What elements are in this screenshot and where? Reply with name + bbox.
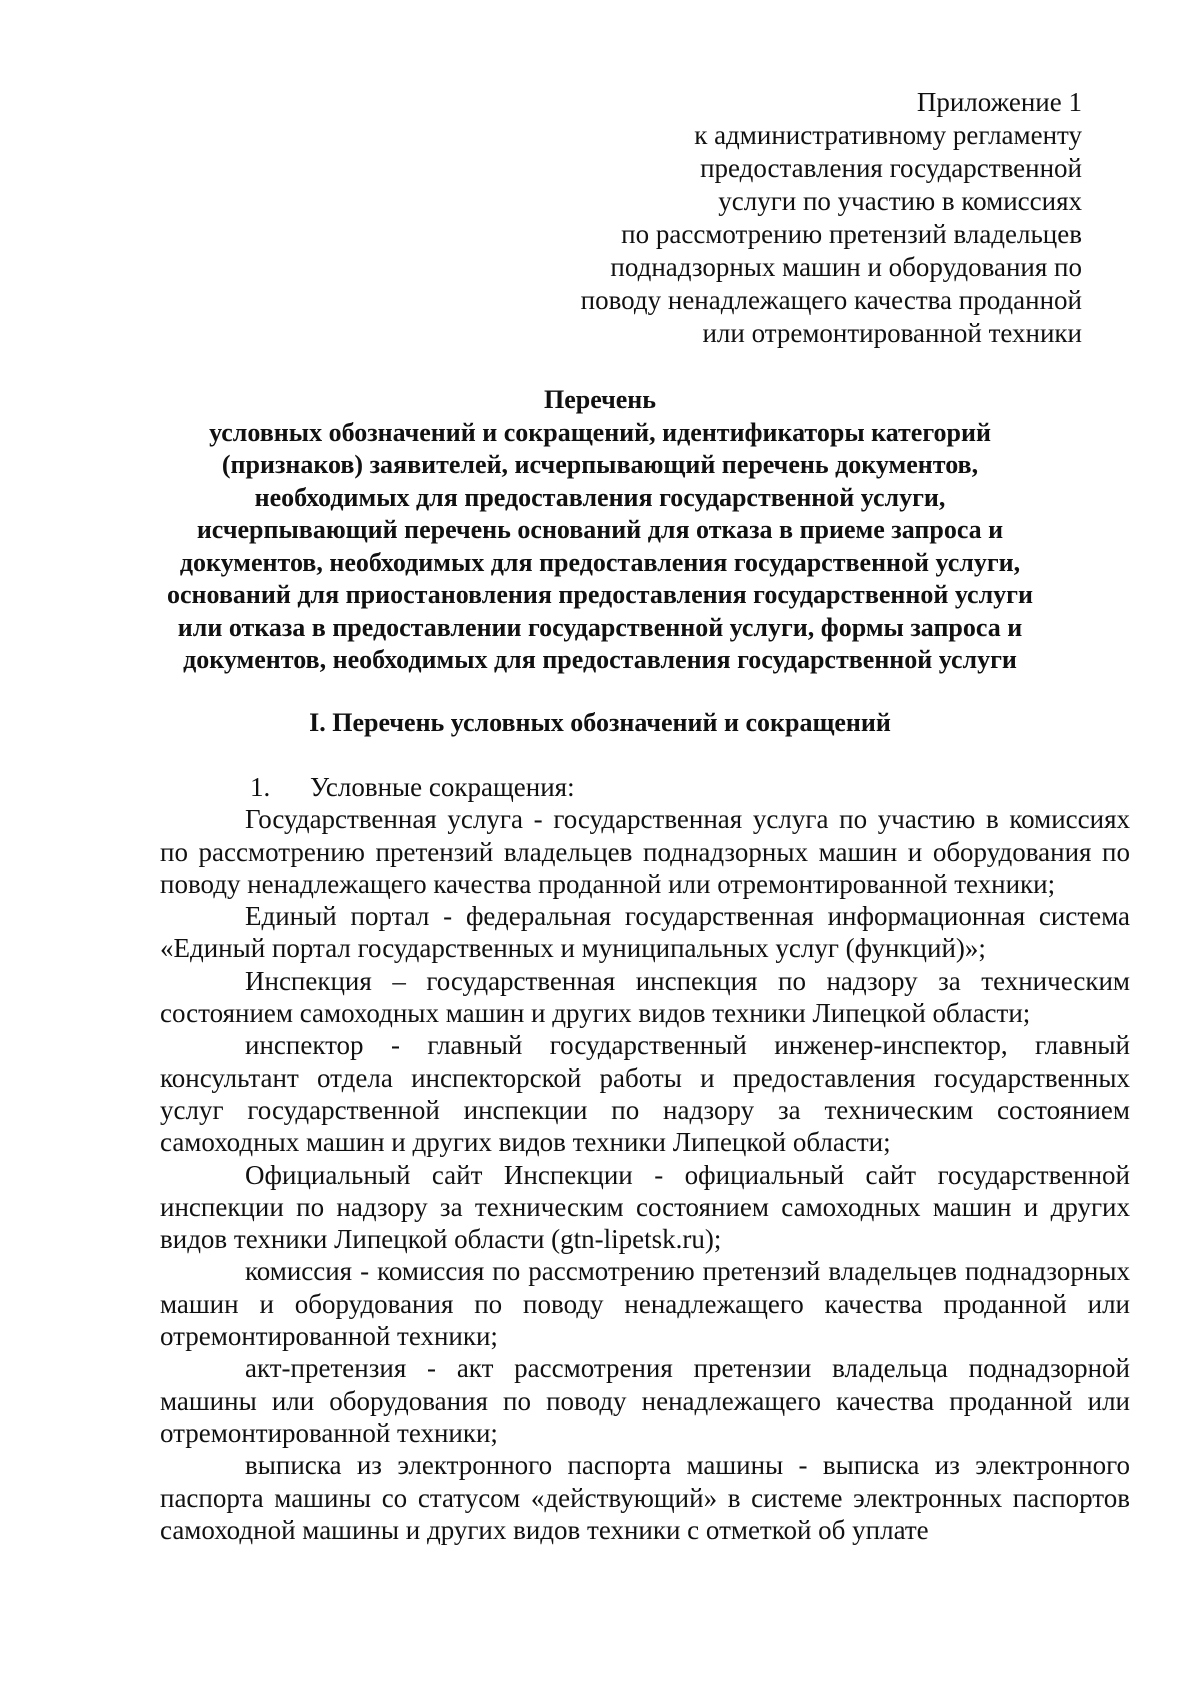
title-line: оснований для приостановления предоставления государственной услуги (167, 580, 1033, 609)
title-line: Перечень (543, 385, 657, 414)
appendix-line: к административному регламенту (694, 120, 1082, 150)
document-title (150, 384, 1050, 677)
appendix-line: поднадзорных машин и оборудования по (610, 252, 1082, 282)
definition-paragraph: Единый портал - федеральная государственная информационная система «Единый портал государственных и муниципальных услуг (функций)»; (160, 901, 1130, 964)
definition-paragraph: Инспекция – государственная инспекция по надзору за техническим состоянием самоходных машин и других видов техники Липецкой области; (160, 965, 1130, 1029)
definition-paragraph: Официальный сайт Инспекции - официальный сайт государственной инспекции по надзору за техническим состоянием самоходных машин и других видов техники Липецкой области (gtn-lipetsk.ru); (160, 1159, 1130, 1255)
title-line: или отказа в предоставлении государственной услуги, формы запроса и (177, 612, 1023, 642)
definition-paragraph: акт-претензия - акт рассмотрения претензии владельца поднадзорной машины или оборудования по поводу ненадлежащего качества проданной или отремонтированной техники; (160, 1353, 1130, 1448)
appendix-line: услуги по участию в комиссиях (718, 186, 1082, 216)
list-item (160, 771, 1130, 803)
item-number: 1. (250, 772, 271, 802)
section-heading: I. Перечень условных обозначений и сокращений (309, 708, 891, 737)
title-line: исчерпывающий перечень оснований для отказа в приеме запроса и (196, 515, 1004, 544)
title-line: необходимых для предоставления государственной услуги, (254, 482, 946, 512)
appendix-line: предоставления государственной (700, 153, 1082, 183)
definition-paragraph: Государственная услуга - государственная услуга по участию в комиссиях по рассмотрению претензий владельцев поднадзорных машин и оборудования по поводу ненадлежащего качества проданной или отремонтированной техники; (160, 804, 1130, 899)
item-label: Условные сокращения: (310, 772, 575, 802)
appendix-line: по рассмотрению претензий владельцев (621, 219, 1082, 249)
appendix-line: или отремонтированной техники (702, 318, 1082, 348)
document-body (160, 771, 1130, 1546)
appendix-line: Приложение 1 (916, 87, 1082, 117)
definition-paragraph: инспектор - главный государственный инженер-инспектор, главный консультант отдела инспекторской работы и предоставления государственных услуг государственной инспекции по надзору за техническим состоянием самоходных машин и других видов техники Липецкой области; (160, 1030, 1130, 1158)
title-line: условных обозначений и сокращений, идентификаторы категорий (209, 417, 991, 447)
title-line: документов, необходимых для предоставления государственной услуги (183, 645, 1017, 674)
title-line: (признаков) заявителей, исчерпывающий перечень документов, (221, 450, 979, 479)
appendix-line: поводу ненадлежащего качества проданной (580, 285, 1082, 315)
definition-paragraph: комиссия - комиссия по рассмотрению претензий владельцев поднадзорных машин и оборудования по поводу ненадлежащего качества проданной или отремонтированной техники; (160, 1256, 1130, 1352)
appendix-header (581, 86, 1082, 350)
definition-paragraph: выписка из электронного паспорта машины - выписка из электронного паспорта машины со статусом «действующий» в системе электронных паспортов самоходной машины и других видов техники с отметкой об уплате (160, 1450, 1130, 1545)
title-line: документов, необходимых для предоставления государственной услуги, (179, 547, 1021, 577)
